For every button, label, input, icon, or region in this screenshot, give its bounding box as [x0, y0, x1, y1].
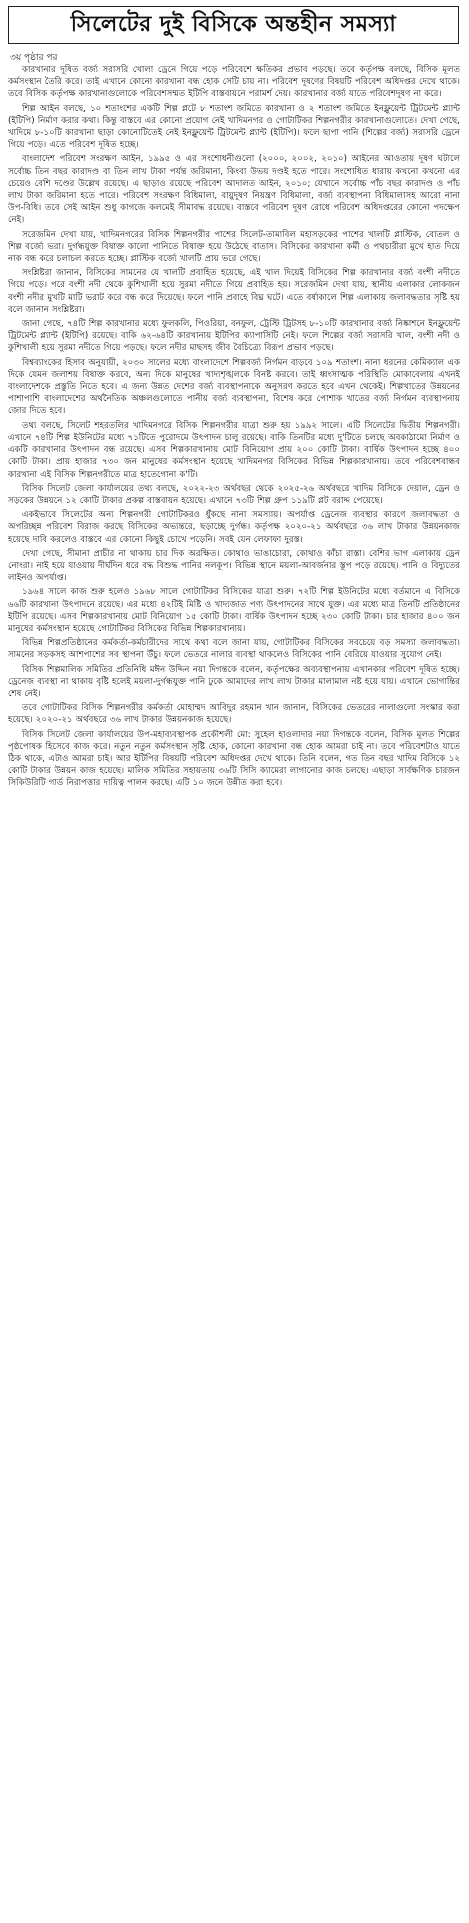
paragraph: বিভিন্ন শিল্পপ্রতিষ্ঠানের কর্মকর্তা-কর্মচারীদের সাথে কথা বলে জানা যায়, গোটাটিকর বিসিকের সবচেয়ে বড় সমস্যা জলাবদ্ধতা। সামনের সড়কসহ আশপাশের সব স্থাপনা উঁচু। ফলে ভেতরে নালার ব্যবস্থা থাকলেও বিসিকের পানি বেরিয়ে যাওয়ার সুযোগ নেই।	[8, 638, 460, 661]
paragraph: সংশ্লিষ্টরা জানান, বিসিকের সামনের যে খালটি প্রবাহিত হয়েছে, এই খাল দিয়েই বিসিকের শিল্প কারখানার বর্জ্য বংশী নদীতে গিয়ে পড়ে। পরে বংশী নদী থেকে কুশিখালী হয়ে সুরমা নদীতে গিয়ে প্রবাহিত হয়। সরেজমিন দেখা যায়, স্থানীয় এলাকার লোকজন বংশী নদীর মুখটি মাটি ভরাট করে বন্ধ করে দিয়েছে। ফলে পানি প্রবাহে বিঘ্ন ঘটে। এতে বর্ষাকালে শিল্প এলাকায় জলাবদ্ধতার সৃষ্টি হয় বলে জানান সংশ্লিষ্টরা।	[8, 268, 460, 315]
paragraph: জানা গেছে, ৭৪টি শিল্প কারখানার মধ্যে ফুলকলি, পিওরিয়া, বনফুল, ট্রেস্টি ট্রিটসহ ৮-১০টি কারখানার বর্জ্য নিষ্কাশনে ইনফ্লুয়েন্ট ট্রিটমেন্ট প্ল্যান্ট (ইটিপি) রয়েছে। বাকি ৬২-৬৪টি কারখানায় ইটিপির ক্যাপাসিটি নেই। ফলে শিল্পের বর্জ্য সরাসরি খাল, বংশী নদী ও কুশিখালী হয়ে সুরমা নদীতে গিয়ে পড়ছে। ফলে নদীর মাছসহ জীব বৈচিত্র্যে বিরূপ প্রভাব পড়ছে।	[8, 319, 460, 354]
headline-box	[8, 6, 459, 44]
paragraph: বিসিক সিলেট জেলা কার্যালয়ের উপ-মহাব্যবস্থাপক প্রকৌশলী মো: সুহেল হাওলাদার নয়া দিগন্তকে বলেন, বিসিক মূলত শিল্পের পৃষ্ঠপোষক হিসেবে কাজ করে। নতুন নতুন কর্মসংস্থান সৃষ্টি হোক, কোনো কারখানা বন্ধ হোক আমরা চাই না। তবে পরিবেশটাও যাতে ঠিক থাকে, এটাও আমরা চাই। আর ইটিপির বিষয়টি পরিবেশ অধিদপ্তর দেখে থাকে। তিনি বলেন, গত তিন বছর খাদিম বিসিকে ১২ কোটি টাকার উন্নয়ন কাজ হয়েছে। মালিক সমিতির সহায়তায় ৩৬টি সিসি ক্যামেরা লাগানোর কাজ চলছে। এছাড়া সার্বক্ষণিক চারজন সিকিউরিটি গার্ড নিরাপত্তার দায়িত্ব পালন করছে। এটি ১০ জনে উন্নীত করা হবে।	[8, 729, 460, 789]
continued-from-label: ৩য় পৃষ্ঠার পর	[10, 53, 58, 63]
paragraph: শিল্প আইন বলছে, ১০ শতাংশের একটি শিল্প প্লটে ৮ শতাংশ জমিতে কারখানা ও ২ শতাংশ জমিতে ইনফ্লুয়েন্ট ট্রিটমেন্ট প্ল্যান্ট (ইটিপি) নির্মাণ করার কথা। কিন্তু বাস্তবে এর কোনো প্রয়োগ নেই খাদিমনগর ও গোটাটিকর শিল্পনগরীর কারখানাগুলোতে। দেখা গেছে, খাদিমে ৮-১০টি কারখানা ছাড়া কোনোটিতেই নেই ইনফ্লুয়েন্ট ট্রিটমেন্ট প্ল্যান্ট (ইটিপি)। ফলে ছাপা পানি (শিল্পের বর্জ্য) সরাসরি ড্রেনে গিয়ে পড়ে। এতে পরিবেশ দূষিত হচ্ছে।	[8, 103, 460, 151]
paragraph: তবে গোটাটিকর বিসিক শিল্পনগরীর কর্মকর্তা মোহাম্মদ আবিদুর রহমান খান জানান, বিসিকের ভেতরের নালাগুলো সংস্কার করা হয়েছে। ২০২০-২১ অর্থবছরে ৩৬ লাখ টাকার উন্নয়নকাজ হয়েছে।	[8, 703, 460, 726]
paragraph: একইভাবে সিলেটের অন্য শিল্পনগরী গোটাটিকরও ধুঁকছে নানা সমস্যায়। অপর্যাপ্ত ড্রেনেজ ব্যবস্থার কারণে জলাবদ্ধতা ও অপরিচ্ছন্ন পরিবেশ বিরাজ করছে বিসিকের অভ্যন্তরে, ছড়াচ্ছে দুর্গন্ধ। কর্তৃপক্ষ ২০২০-২১ অর্থবছরে ৩৬ লাখ টাকার উন্নয়নকাজ হয়েছে দাবি করলেও বাস্তবে এর কোনো কিছুই চোখে পড়েনি। সবই যেন লেফাফা দুরস্ত।	[8, 510, 460, 545]
paragraph: বাংলাদেশ পরিবেশ সংরক্ষণ আইন, ১৯৯৫ ও এর সংশোধনীগুলো (২০০০, ২০০২, ২০১০) আইনের আওতায় দূষণ ঘটালে সর্বোচ্চ তিন বছর কারাদণ্ড বা তিন লাখ টাকা পর্যন্ত জরিমানা, কিংবা উভয় দণ্ডই হতে পারে। সংশোধিত ধারায় কখনো কখনো এর চেয়েও বেশি দণ্ডের উল্লেখ রয়েছে। এ ছাড়াও রয়েছে পরিবেশ আদালত আইন, ২০১০; যেখানে সর্বোচ্চ পাঁচ বছর কারাদণ্ড ও পাঁচ লাখ টাকা জরিমানা হতে পারে। পরিবেশ সংরক্ষণ বিধিমালা, বায়ুদূষণ নিয়ন্ত্রণ বিধিমালা, বর্জ্য ব্যবস্থাপনা বিধিমালাসহ আরো নানা উপ-বিধি। তবে সেই আইন শুধু কাগজে কলমেই সীমাবদ্ধ রয়েছে। বাস্তবে পরিবেশ দূষণ রোধে পরিবেশ অধিদপ্তরের কোনো পদক্ষেপ নেই।	[8, 154, 460, 226]
paragraph: সরেজমিন দেখা যায়, খাদিমনগরের বিসিক শিল্পনগরীর পাশের সিলেট-তামাবিল মহাসড়কের পাশের খালটি প্লাস্টিক, বোতল ও শিল্প বর্জ্যে ভরা। দুর্গন্ধযুক্ত বিষাক্ত কালো পানিতে বিষাক্ত হয়ে উঠেছে বাতাস। বিসিকের কারখানা কর্মী ও পথচারীরা মুখে হাত দিয়ে নাক বন্ধ করে চলাচল করতে হচ্ছে। প্লাস্টিক বর্জ্যে খালটি প্রায় ভরে গেছে।	[8, 229, 460, 265]
paragraph: তথ্য বলছে, সিলেট শহরতলির খাদিমনগরে বিসিক শিল্পনগরীর যাত্রা শুরু হয় ১৯৯২ সালে। এটি সিলেটের দ্বিতীয় শিল্পনগরী। এখানে ৭৪টি শিল্প ইউনিটের মধ্যে ৭১টিতে পুরোদমে উৎপাদন চালু রয়েছে। বাকি তিনটির মধ্যে দু'টিতে চলছে অবকাঠামো নির্মাণ ও একটি কারখানার উৎপাদন বন্ধ রয়েছে। এসব শিল্পকারখানায় মোট বিনিয়োগ প্রায় ২০০ কোটি টাকা। বার্ষিক উৎপাদন হচ্ছে ৪০০ কোটি টাকা। প্রায় হাজার ৭৩০ জন মানুষের কর্মসংস্থান হয়েছে খাদিমনগর বিসিকের বিভিন্ন শিল্পকারখানায়। তবে পরিবেশবান্ধব কারখানা এই বিসিক শিল্পনগরীতে মাত্র হাতেগোনা ক'টি।	[8, 420, 460, 480]
article-body	[8, 64, 460, 1916]
paragraph: ১৯৬৪ সালে কাজ শুরু হলেও ১৯৬৮ সালে গোটাটিকর বিসিকের যাত্রা শুরু। ৭২টি শিল্প ইউনিটের মধ্যে বর্তমানে এ বিসিকে ৬৬টি কারখানা উৎপাদনে রয়েছে। এর মধ্যে ৪২টিই মিষ্টি ও খাদ্যজাত পণ্য উৎপাদনের সাথে যুক্ত। এর মধ্যে মাত্র তিনটি প্রতিষ্ঠানের ইটিপি রয়েছে। এসব শিল্পকারখানায় মোট বিনিয়োগ ১৫ কোটি টাকা। বার্ষিক উৎপাদন হচ্ছে ২৩০ কোটি টাকা। চার হাজার ৪০০ জন মানুষের কর্মসংস্থান হয়েছে গোটাটিকর বিসিকের বিভিন্ন শিল্পকারখানায়।	[8, 587, 460, 634]
paragraph: দেখা গেছে, সীমানা প্রাচীর না থাকায় চার দিক অরক্ষিত। কোথাও ভাঙাচোরা, কোথাও কাঁচা রাস্তা। বেশির ভাগ এলাকায় ড্রেন নোংরা। নাই হয়ে যাওয়ায় দীর্ঘদিন ধরে বদ্ধ বিশুদ্ধ পানির নলকূপ। বিভিন্ন স্থানে ময়লা-আবর্জনার স্তূপ পড়ে রয়েছে। পানি ও বিদ্যুতের লাইনও অপর্যাপ্ত।	[8, 548, 460, 584]
headline: সিলেটের দুই বিসিকে অন্তহীন সমস্যা	[70, 10, 397, 37]
paragraph: বিশ্বব্যাংকের হিসাব অনুযায়ী, ২০৩০ সালের মধ্যে বাংলাদেশে শিল্পবর্জ্য নির্গমন বাড়বে ১০৯ শতাংশ। নানা ধরনের কেমিক্যাল এক দিকে যেমন জলাশয় বিষাক্ত করবে, অন্য দিকে মানুষের খাদ্যশৃঙ্খলকে বিনষ্ট করবে। তাই ধ্বংসাত্মক পরিস্থিতি মোকাবেলায় এখনই বাংলাদেশকে প্রস্তুতি নিতে হবে। এ জন্য উন্নত দেশের বর্জ্য ব্যবস্থাপনাকে অনুসরণ করতে হবে এখন থেকেই। শিল্পখাতের উন্নয়নের পাশাপাশি বাংলাদেশের অর্থনৈতিক অঞ্চলগুলোতে পানীয় বর্জ্য ব্যবস্থাপনা, বিশেষ করে পোশাক খাতের বর্জ্য নির্গমন ব্যবস্থাপনায় জোর দিতে হবে।	[8, 357, 460, 417]
paragraph: কারখানার দূষিত বর্জ্য সরাসরি খোলা ড্রেনে গিয়ে পড়ে পরিবেশে ক্ষতিকর প্রভাব পড়ছে। তবে কর্তৃপক্ষ বলছে, বিসিক মূলত কর্মসংস্থান তৈরি করে। তাই এখানে কোনো কারখানা বন্ধ হোক সেটি চায় না। পরিবেশ দূষণের বিষয়টি পরিবেশ অধিদপ্তর দেখে থাকে। তবে বিসিক কর্তৃপক্ষ কারখানাগুলোকে পরিবেশসম্মত ইটিপি বাস্তবায়নে পরামর্শ দেয়। কারখানার বর্জ্য যাতে পরিবেশদূষণ না করে।	[8, 65, 460, 100]
paragraph: বিসিক শিল্পমালিক সমিতির প্রতিনিধি মঈন উদ্দিন নয়া দিগন্তকে বলেন, কর্তৃপক্ষের অব্যবস্থাপনায় এখানকার পরিবেশ দূষিত হচ্ছে। ড্রেনেজ ব্যবস্থা না থাকায় বৃষ্টি হলেই ময়লা-দুর্গন্ধযুক্ত পানি ঢুকে আমাদের লাখ লাখ টাকার মালামাল নষ্ট হয়ে যায়। এখানে ভোগান্তির শেষ নেই।	[8, 664, 460, 699]
paragraph: বিসিক সিলেট জেলা কার্যালয়ের তথ্য বলছে, ২০২২-২৩ অর্থবছর থেকে ২০২৫-২৬ অর্থবছরে খাদিম বিসিকে দেয়াল, ড্রেন ও সড়কের উন্নয়নে ১২ কোটি টাকার প্রকল্প বাস্তবায়ন হয়েছে। এখানে ৭৩টি শিল্প গ্রুপ ১১৯টি প্লট বরাদ্দ পেয়েছে।	[8, 483, 460, 506]
